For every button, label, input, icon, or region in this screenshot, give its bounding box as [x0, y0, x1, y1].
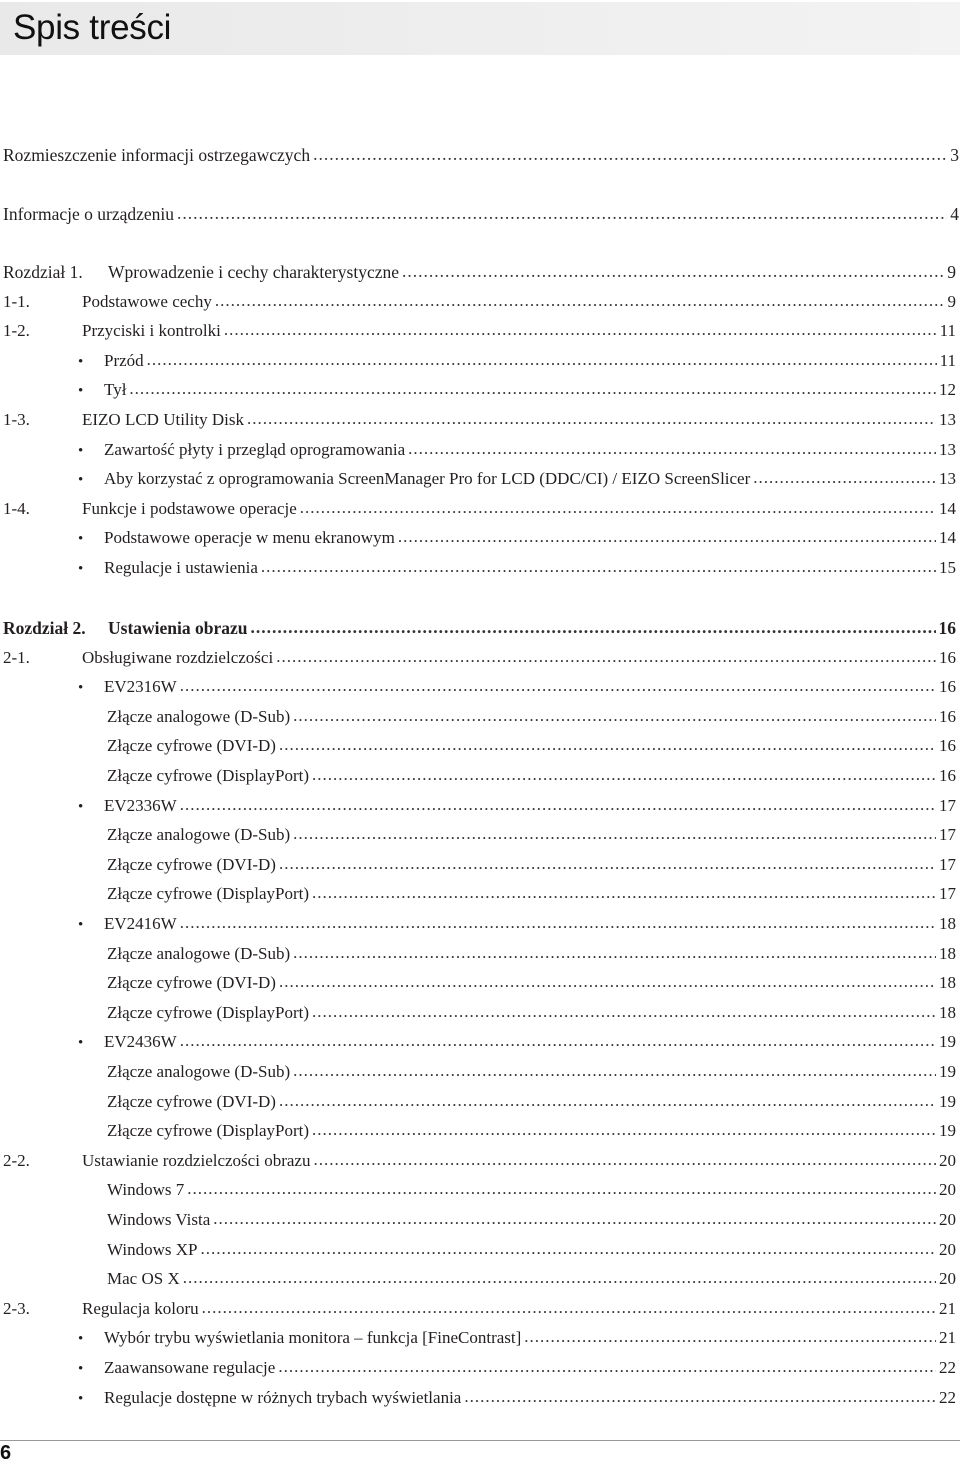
toc-entry-title: Windows Vista [107, 1210, 211, 1229]
bullet-icon: • [78, 798, 84, 815]
toc-page-number: 20 [939, 1150, 956, 1170]
dot-leader [279, 731, 936, 759]
dot-leader [313, 1146, 936, 1174]
toc-entry-title: Mac OS X [107, 1269, 180, 1289]
dot-leader [312, 761, 936, 789]
toc-entry-title: Złącze cyfrowe (DisplayPort) [107, 884, 310, 904]
toc-entry[interactable] [0, 1028, 956, 1056]
dot-leader [187, 1175, 936, 1203]
bullet-icon: • [78, 1035, 84, 1052]
dot-leader [402, 257, 944, 285]
toc-entry[interactable] [0, 1088, 956, 1116]
toc-page-number: 3 [950, 145, 959, 165]
toc-entry[interactable] [0, 910, 956, 938]
title-bar [0, 2, 960, 55]
toc-page-number: 18 [939, 1002, 956, 1022]
toc-entry[interactable] [0, 465, 956, 493]
toc-entry-title: Złącze analogowe (D-Sub) [107, 1062, 291, 1081]
dot-leader [177, 199, 947, 227]
toc-page-number: 19 [939, 1032, 956, 1052]
dot-leader [278, 1353, 936, 1381]
toc-page-number: 20 [939, 1180, 956, 1200]
dot-leader [147, 346, 937, 374]
toc-entry-title: Windows 7 [107, 1180, 185, 1200]
toc-page-number: 16 [939, 766, 956, 785]
toc-entry[interactable] [0, 673, 956, 701]
dot-leader [524, 1323, 936, 1351]
toc-entry-title: Przyciski i kontrolki [82, 321, 221, 341]
toc-section-number: 1-2. [3, 321, 30, 341]
toc-entry-title: Obsługiwane rozdzielczości [82, 647, 274, 667]
toc-entry-title: Złącze analogowe (D-Sub) [107, 706, 291, 726]
toc-entry-title: EV2416W [104, 914, 177, 933]
toc-entry[interactable] [0, 940, 956, 968]
toc-entry[interactable] [0, 436, 956, 464]
dot-leader [312, 879, 936, 907]
toc-page-number: 18 [939, 943, 956, 963]
toc-entry-title: Windows XP [107, 1239, 198, 1259]
toc-entry[interactable] [0, 999, 956, 1027]
page-title: Spis treści [13, 8, 172, 47]
toc-section-number: 1-3. [3, 410, 30, 429]
toc-page-number: 9 [947, 262, 956, 282]
dot-leader [312, 998, 936, 1026]
bullet-icon: • [78, 561, 84, 577]
toc-entry[interactable] [0, 495, 956, 523]
dot-leader [279, 968, 936, 996]
toc-entry[interactable] [0, 1236, 956, 1264]
dot-leader [180, 791, 936, 819]
toc-entry-title: Złącze cyfrowe (DVI-D) [107, 736, 276, 756]
toc-page-number: 13 [939, 439, 956, 459]
toc-entry-title: Złącze cyfrowe (DVI-D) [107, 1091, 276, 1111]
toc-entry-title: Regulacja koloru [82, 1298, 199, 1318]
toc-entry[interactable] [0, 732, 956, 760]
dot-leader [313, 140, 947, 168]
footer-divider [0, 1440, 960, 1441]
toc-entry-title: Złącze cyfrowe (DVI-D) [107, 973, 276, 993]
toc-page-number: 22 [939, 1387, 956, 1407]
bullet-icon: • [78, 383, 84, 400]
toc-page-number: 14 [939, 498, 956, 518]
toc-entry-title: Regulacje i ustawienia [104, 558, 258, 577]
toc-page-number: 21 [939, 1298, 956, 1318]
toc-page-number: 19 [939, 1062, 956, 1081]
dot-leader [398, 523, 936, 551]
toc-entry[interactable] [0, 1117, 956, 1145]
toc-entry[interactable] [0, 317, 956, 345]
toc-entry-title: Złącze cyfrowe (DisplayPort) [107, 766, 310, 785]
toc-entry[interactable] [0, 1147, 956, 1175]
dot-leader [293, 1057, 936, 1085]
toc-entry-title: Podstawowe operacje w menu ekranowym [104, 528, 395, 548]
dot-leader [247, 405, 936, 433]
toc-page-number: 20 [939, 1269, 956, 1289]
toc-entry[interactable] [0, 406, 956, 434]
dot-leader [312, 1116, 936, 1144]
toc-entry-title: EV2436W [104, 1032, 177, 1052]
dot-leader [129, 375, 936, 403]
toc-entry-title: Wybór trybu wyświetlania monitora – funkcja [FineContrast] [104, 1328, 522, 1348]
toc-page-number: 16 [939, 706, 956, 726]
toc-entry[interactable] [0, 1295, 956, 1323]
bullet-icon: • [78, 472, 84, 489]
toc-entry[interactable] [0, 376, 956, 404]
toc-page-number: 18 [939, 973, 956, 993]
toc-entry[interactable] [0, 1354, 956, 1382]
toc-entry[interactable] [0, 141, 959, 169]
toc-page-number: 13 [939, 410, 956, 429]
bullet-icon: • [78, 680, 84, 697]
toc-entry-title: Podstawowe cechy [82, 291, 212, 311]
toc-entry-title: Złącze analogowe (D-Sub) [107, 825, 291, 845]
toc-section-number: 1-1. [3, 291, 30, 311]
dot-leader [180, 672, 936, 700]
toc-entry-title: Złącze cyfrowe (DisplayPort) [107, 1002, 310, 1022]
toc-chapter-number: Rozdział 2. [3, 618, 86, 638]
toc-page-number: 19 [939, 1121, 956, 1141]
toc-section-number: 2-1. [3, 647, 30, 667]
toc-entry-title: EIZO LCD Utility Disk [82, 410, 244, 429]
toc-entry[interactable] [0, 288, 956, 316]
toc-page-number: 15 [939, 558, 956, 577]
toc-entry-title: Tył [104, 380, 127, 400]
toc-entry[interactable] [0, 1206, 956, 1234]
dot-leader [279, 1087, 936, 1115]
toc-page-number: 16 [938, 618, 956, 638]
dot-leader [251, 613, 936, 641]
toc-entry[interactable] [0, 1265, 956, 1293]
dot-leader [202, 1294, 936, 1322]
toc-page-number: 20 [939, 1239, 956, 1259]
toc-entry[interactable] [0, 1324, 956, 1352]
toc-entry[interactable] [0, 614, 956, 642]
toc-entry-title: Aby korzystać z oprogramowania ScreenManager Pro for LCD (DDC/CI) / EIZO ScreenSlicer [104, 469, 751, 489]
toc-entry-title: EV2336W [104, 795, 177, 815]
toc-page-number: 17 [939, 795, 956, 815]
toc-page-number: 17 [939, 825, 956, 845]
toc-entry-title: Złącze analogowe (D-Sub) [107, 943, 291, 963]
bullet-icon: • [78, 442, 84, 459]
toc-entry-title: Przód [104, 350, 144, 370]
toc-page-number: 12 [939, 380, 956, 400]
toc-page-number: 4 [950, 204, 959, 224]
toc-entry[interactable] [0, 969, 956, 997]
dot-leader [464, 1383, 936, 1411]
bullet-icon: • [78, 531, 84, 548]
toc-entry-title: Wprowadzenie i cechy charakterystyczne [108, 262, 400, 282]
toc-entry-title: Rozmieszczenie informacji ostrzegawczych [3, 145, 311, 165]
toc-entry[interactable] [0, 200, 959, 228]
toc-section-number: 2-3. [3, 1298, 30, 1318]
toc-page-number: 16 [939, 647, 956, 667]
toc-entry-title: Ustawienia obrazu [108, 618, 248, 638]
dot-leader [180, 1027, 936, 1055]
dot-leader [300, 494, 936, 522]
dot-leader [408, 435, 936, 463]
toc-entry-title: Zawartość płyty i przegląd oprogramowania [104, 439, 406, 459]
toc-entry[interactable] [0, 762, 956, 790]
toc-entry[interactable] [0, 703, 956, 731]
toc-page-number: 17 [939, 854, 956, 874]
toc-entry-title: Ustawianie rozdzielczości obrazu [82, 1150, 311, 1170]
toc-entry[interactable] [0, 1058, 956, 1086]
toc-entry-title: Zaawansowane regulacje [104, 1358, 276, 1377]
toc-page-number: 11 [939, 321, 956, 341]
footer-page-number: 6 [0, 1442, 12, 1464]
toc-page-number: 17 [939, 884, 956, 904]
dot-leader [224, 316, 937, 344]
bullet-icon: • [78, 353, 84, 370]
bullet-icon: • [78, 1331, 84, 1348]
dot-leader [180, 909, 936, 937]
toc-page-number: 9 [947, 291, 956, 311]
dot-leader [276, 643, 936, 671]
dot-leader [293, 939, 936, 967]
toc-entry[interactable] [0, 644, 956, 672]
toc-entry[interactable] [0, 524, 956, 552]
toc-page-number: 16 [939, 736, 956, 756]
toc-page-number: 14 [939, 528, 956, 548]
toc-entry[interactable] [0, 792, 956, 820]
toc-entry-title: Funkcje i podstawowe operacje [82, 498, 297, 518]
dot-leader [279, 850, 936, 878]
dot-leader [213, 1205, 936, 1233]
toc-entry-title: Złącze cyfrowe (DVI-D) [107, 854, 276, 874]
bullet-icon: • [78, 917, 84, 933]
toc-entry[interactable] [0, 347, 956, 375]
toc-page-number: 13 [939, 469, 956, 489]
toc-entry-title: EV2316W [104, 677, 177, 697]
toc-entry[interactable] [0, 821, 956, 849]
toc-entry[interactable] [0, 880, 956, 908]
dot-leader [215, 287, 945, 315]
toc-entry-title: Złącze cyfrowe (DisplayPort) [107, 1121, 310, 1141]
dot-leader [293, 702, 936, 730]
toc-entry-title: Informacje o urządzeniu [3, 204, 175, 224]
toc-page-number: 19 [939, 1091, 956, 1111]
toc-entry[interactable] [0, 851, 956, 879]
toc-entry-title: Regulacje dostępne w różnych trybach wyświetlania [104, 1387, 462, 1407]
toc-page-number: 22 [939, 1358, 956, 1377]
toc-section-number: 1-4. [3, 498, 30, 518]
toc-page-number: 21 [939, 1328, 956, 1348]
toc-chapter-number: Rozdział 1. [3, 262, 83, 282]
toc-page-number: 18 [939, 914, 956, 933]
toc-page-number: 20 [939, 1210, 956, 1229]
dot-leader [293, 820, 936, 848]
toc-entry[interactable] [0, 1384, 956, 1412]
toc-entry[interactable] [0, 554, 956, 582]
dot-leader [753, 464, 936, 492]
bullet-icon: • [78, 1390, 84, 1407]
dot-leader [200, 1235, 936, 1263]
toc-page-number: 16 [939, 677, 956, 697]
toc-page-number: 11 [939, 350, 956, 370]
bullet-icon: • [78, 1361, 84, 1377]
toc-entry[interactable] [0, 1176, 956, 1204]
dot-leader [183, 1264, 936, 1292]
dot-leader [261, 553, 936, 581]
toc-entry[interactable] [0, 258, 956, 286]
toc-section-number: 2-2. [3, 1150, 30, 1170]
